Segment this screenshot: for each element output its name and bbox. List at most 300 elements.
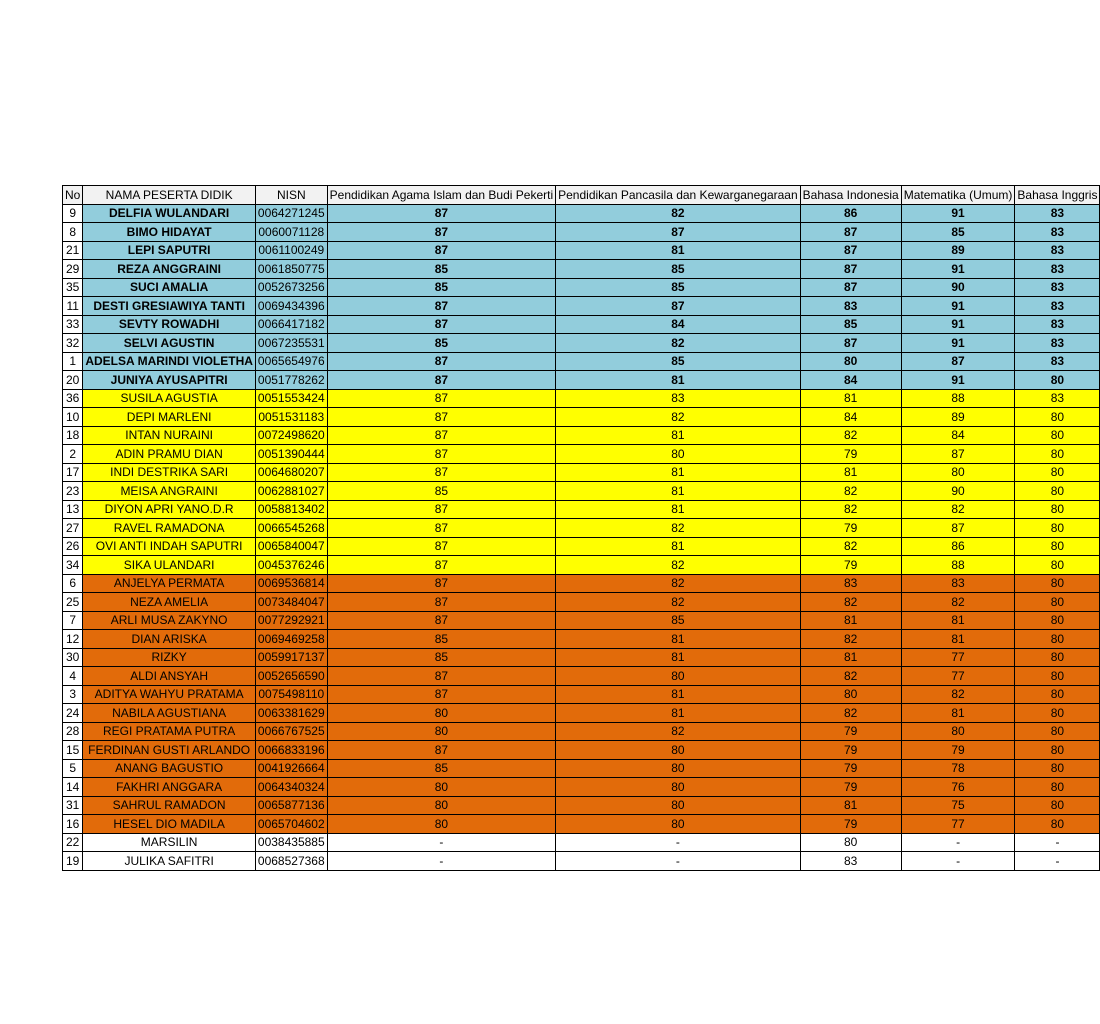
cell-score-subject-2[interactable]: 81 [556, 426, 801, 445]
cell-score-subject-4[interactable]: 80 [901, 722, 1015, 741]
cell-no[interactable]: 14 [63, 778, 83, 797]
cell-nisn[interactable]: 0061850775 [255, 260, 327, 279]
cell-score-subject-3[interactable]: 87 [800, 334, 901, 353]
cell-score-subject-3[interactable]: 81 [800, 463, 901, 482]
cell-no[interactable]: 6 [63, 574, 83, 593]
cell-no[interactable]: 18 [63, 426, 83, 445]
cell-score-subject-1[interactable]: 87 [327, 389, 555, 408]
cell-score-subject-3[interactable]: 79 [800, 722, 901, 741]
cell-score-subject-2[interactable]: - [556, 833, 801, 852]
cell-score-subject-5[interactable]: 80 [1015, 408, 1100, 427]
cell-score-subject-5[interactable]: 80 [1015, 685, 1100, 704]
cell-score-subject-2[interactable]: 80 [556, 741, 801, 760]
cell-nisn[interactable]: 0069469258 [255, 630, 327, 649]
cell-nisn[interactable]: 0052673256 [255, 278, 327, 297]
cell-nisn[interactable]: 0058813402 [255, 500, 327, 519]
cell-score-subject-4[interactable]: 77 [901, 667, 1015, 686]
cell-score-subject-4[interactable]: 86 [901, 537, 1015, 556]
cell-score-subject-1[interactable]: 80 [327, 796, 555, 815]
cell-score-subject-1[interactable]: 87 [327, 463, 555, 482]
cell-score-subject-1[interactable]: 85 [327, 759, 555, 778]
cell-score-subject-1[interactable]: 87 [327, 315, 555, 334]
cell-score-subject-3[interactable]: 79 [800, 759, 901, 778]
cell-score-subject-1[interactable]: 87 [327, 297, 555, 316]
cell-score-subject-4[interactable]: 80 [901, 463, 1015, 482]
cell-no[interactable]: 29 [63, 260, 83, 279]
cell-score-subject-3[interactable]: 82 [800, 500, 901, 519]
cell-nisn[interactable]: 0069536814 [255, 574, 327, 593]
header-no[interactable]: No [63, 186, 83, 205]
cell-no[interactable]: 30 [63, 648, 83, 667]
cell-score-subject-5[interactable]: 83 [1015, 204, 1100, 223]
cell-score-subject-1[interactable]: 87 [327, 611, 555, 630]
cell-nisn[interactable]: 0062881027 [255, 482, 327, 501]
cell-student-name[interactable]: ARLI MUSA ZAKYNO [83, 611, 256, 630]
cell-student-name[interactable]: DEPI MARLENI [83, 408, 256, 427]
cell-no[interactable]: 12 [63, 630, 83, 649]
cell-no[interactable]: 9 [63, 204, 83, 223]
table-row [63, 741, 1100, 760]
cell-score-subject-5[interactable]: 80 [1015, 537, 1100, 556]
cell-score-subject-1[interactable]: 87 [327, 667, 555, 686]
cell-score-subject-5[interactable]: 80 [1015, 500, 1100, 519]
cell-score-subject-4[interactable]: 82 [901, 593, 1015, 612]
cell-no[interactable]: 2 [63, 445, 83, 464]
cell-nisn[interactable]: 0072498620 [255, 426, 327, 445]
cell-score-subject-2[interactable]: 82 [556, 204, 801, 223]
cell-score-subject-5[interactable]: 80 [1015, 463, 1100, 482]
cell-student-name[interactable]: NEZA AMELIA [83, 593, 256, 612]
cell-no[interactable]: 16 [63, 815, 83, 834]
cell-student-name[interactable]: FAKHRI ANGGARA [83, 778, 256, 797]
cell-score-subject-4[interactable]: 88 [901, 389, 1015, 408]
cell-score-subject-4[interactable]: 89 [901, 241, 1015, 260]
cell-score-subject-2[interactable]: 82 [556, 334, 801, 353]
cell-student-name[interactable]: SAHRUL RAMADON [83, 796, 256, 815]
cell-score-subject-4[interactable]: 87 [901, 445, 1015, 464]
cell-nisn[interactable]: 0067235531 [255, 334, 327, 353]
cell-no[interactable]: 33 [63, 315, 83, 334]
cell-no[interactable]: 34 [63, 556, 83, 575]
cell-score-subject-1[interactable]: 85 [327, 260, 555, 279]
cell-score-subject-3[interactable]: 79 [800, 445, 901, 464]
cell-nisn[interactable]: 0075498110 [255, 685, 327, 704]
cell-student-name[interactable]: RIZKY [83, 648, 256, 667]
cell-score-subject-3[interactable]: 84 [800, 408, 901, 427]
cell-nisn[interactable]: 0051390444 [255, 445, 327, 464]
cell-score-subject-5[interactable]: 80 [1015, 611, 1100, 630]
cell-student-name[interactable]: REGI PRATAMA PUTRA [83, 722, 256, 741]
cell-no[interactable]: 26 [63, 537, 83, 556]
cell-score-subject-1[interactable]: 85 [327, 334, 555, 353]
cell-score-subject-4[interactable]: 81 [901, 630, 1015, 649]
cell-score-subject-5[interactable]: 80 [1015, 796, 1100, 815]
cell-score-subject-4[interactable]: 84 [901, 426, 1015, 445]
cell-score-subject-2[interactable]: 81 [556, 648, 801, 667]
cell-score-subject-5[interactable]: 80 [1015, 556, 1100, 575]
cell-score-subject-4[interactable]: 82 [901, 685, 1015, 704]
cell-score-subject-2[interactable]: 82 [556, 519, 801, 538]
cell-score-subject-2[interactable]: 81 [556, 371, 801, 390]
cell-student-name[interactable]: JUNIYA AYUSAPITRI [83, 371, 256, 390]
cell-nisn[interactable]: 0065877136 [255, 796, 327, 815]
cell-student-name[interactable]: INDI DESTRIKA SARI [83, 463, 256, 482]
cell-score-subject-4[interactable]: 77 [901, 648, 1015, 667]
cell-score-subject-4[interactable]: - [901, 833, 1015, 852]
cell-student-name[interactable]: ADIN PRAMU DIAN [83, 445, 256, 464]
cell-nisn[interactable]: 0069434396 [255, 297, 327, 316]
cell-score-subject-5[interactable]: 80 [1015, 815, 1100, 834]
cell-score-subject-1[interactable]: 87 [327, 408, 555, 427]
cell-score-subject-5[interactable]: 80 [1015, 371, 1100, 390]
cell-score-subject-4[interactable]: 87 [901, 352, 1015, 371]
cell-score-subject-1[interactable]: 87 [327, 223, 555, 242]
cell-no[interactable]: 20 [63, 371, 83, 390]
cell-score-subject-1[interactable]: 87 [327, 574, 555, 593]
cell-student-name[interactable]: DELFIA WULANDARI [83, 204, 256, 223]
cell-score-subject-2[interactable]: 85 [556, 611, 801, 630]
cell-score-subject-2[interactable]: 85 [556, 278, 801, 297]
cell-score-subject-3[interactable]: 79 [800, 519, 901, 538]
cell-score-subject-1[interactable]: 87 [327, 241, 555, 260]
cell-score-subject-5[interactable]: - [1015, 833, 1100, 852]
cell-nisn[interactable]: 0052656590 [255, 667, 327, 686]
cell-score-subject-3[interactable]: 84 [800, 371, 901, 390]
cell-score-subject-3[interactable]: 82 [800, 630, 901, 649]
cell-score-subject-2[interactable]: 80 [556, 815, 801, 834]
cell-no[interactable]: 35 [63, 278, 83, 297]
cell-nisn[interactable]: 0066545268 [255, 519, 327, 538]
cell-no[interactable]: 5 [63, 759, 83, 778]
cell-no[interactable]: 4 [63, 667, 83, 686]
cell-student-name[interactable]: DESTI GRESIAWIYA TANTI [83, 297, 256, 316]
cell-score-subject-4[interactable]: 75 [901, 796, 1015, 815]
table-row [63, 482, 1100, 501]
cell-nisn[interactable]: 0063381629 [255, 704, 327, 723]
cell-score-subject-2[interactable]: 82 [556, 574, 801, 593]
cell-score-subject-1[interactable]: 87 [327, 519, 555, 538]
cell-score-subject-2[interactable]: 87 [556, 223, 801, 242]
cell-score-subject-3[interactable]: 80 [800, 833, 901, 852]
table-row [63, 796, 1100, 815]
cell-nisn[interactable]: 0073484047 [255, 593, 327, 612]
cell-score-subject-5[interactable]: - [1015, 852, 1100, 871]
cell-student-name[interactable]: HESEL DIO MADILA [83, 815, 256, 834]
cell-nisn[interactable]: 0051778262 [255, 371, 327, 390]
cell-score-subject-1[interactable]: 85 [327, 482, 555, 501]
cell-nisn[interactable]: 0077292921 [255, 611, 327, 630]
cell-nisn[interactable]: 0064271245 [255, 204, 327, 223]
cell-score-subject-1[interactable]: 87 [327, 426, 555, 445]
cell-score-subject-5[interactable]: 80 [1015, 482, 1100, 501]
cell-score-subject-4[interactable]: 90 [901, 482, 1015, 501]
cell-score-subject-3[interactable]: 79 [800, 815, 901, 834]
cell-score-subject-4[interactable]: 91 [901, 371, 1015, 390]
cell-score-subject-1[interactable]: 87 [327, 741, 555, 760]
cell-no[interactable]: 32 [63, 334, 83, 353]
cell-score-subject-4[interactable]: 85 [901, 223, 1015, 242]
cell-student-name[interactable]: SEVTY ROWADHI [83, 315, 256, 334]
cell-nisn[interactable]: 0066417182 [255, 315, 327, 334]
cell-score-subject-2[interactable]: 80 [556, 796, 801, 815]
cell-nisn[interactable]: 0066767525 [255, 722, 327, 741]
cell-score-subject-1[interactable]: 87 [327, 352, 555, 371]
cell-score-subject-1[interactable]: 87 [327, 371, 555, 390]
cell-score-subject-1[interactable]: 80 [327, 778, 555, 797]
header-subject-5[interactable]: Bahasa Inggris [1015, 186, 1100, 205]
cell-student-name[interactable]: ADELSA MARINDI VIOLETHA [83, 352, 256, 371]
cell-score-subject-1[interactable]: 87 [327, 537, 555, 556]
cell-nisn[interactable]: 0059917137 [255, 648, 327, 667]
cell-score-subject-3[interactable]: 82 [800, 426, 901, 445]
cell-score-subject-2[interactable]: 87 [556, 297, 801, 316]
cell-score-subject-5[interactable]: 80 [1015, 741, 1100, 760]
cell-score-subject-2[interactable]: 81 [556, 630, 801, 649]
cell-score-subject-4[interactable]: 81 [901, 704, 1015, 723]
cell-score-subject-3[interactable]: 82 [800, 482, 901, 501]
cell-score-subject-3[interactable]: 82 [800, 593, 901, 612]
cell-student-name[interactable]: FERDINAN GUSTI ARLANDO [83, 741, 256, 760]
cell-student-name[interactable]: ANJELYA PERMATA [83, 574, 256, 593]
cell-score-subject-5[interactable]: 83 [1015, 352, 1100, 371]
cell-score-subject-1[interactable]: 85 [327, 648, 555, 667]
cell-score-subject-3[interactable]: 87 [800, 241, 901, 260]
cell-student-name[interactable]: OVI ANTI INDAH SAPUTRI [83, 537, 256, 556]
cell-score-subject-3[interactable]: 81 [800, 389, 901, 408]
cell-score-subject-5[interactable]: 83 [1015, 297, 1100, 316]
cell-score-subject-4[interactable]: 90 [901, 278, 1015, 297]
cell-score-subject-2[interactable]: 84 [556, 315, 801, 334]
cell-score-subject-2[interactable]: 82 [556, 722, 801, 741]
cell-score-subject-5[interactable]: 83 [1015, 389, 1100, 408]
cell-nisn[interactable]: 0068527368 [255, 852, 327, 871]
cell-no[interactable]: 8 [63, 223, 83, 242]
header-subject-2[interactable]: Pendidikan Pancasila dan Kewarganegaraan [556, 186, 801, 205]
cell-score-subject-3[interactable]: 82 [800, 537, 901, 556]
cell-score-subject-3[interactable]: 79 [800, 741, 901, 760]
cell-score-subject-2[interactable]: 81 [556, 704, 801, 723]
cell-no[interactable]: 1 [63, 352, 83, 371]
cell-score-subject-4[interactable]: - [901, 852, 1015, 871]
cell-score-subject-3[interactable]: 87 [800, 223, 901, 242]
cell-no[interactable]: 25 [63, 593, 83, 612]
cell-score-subject-5[interactable]: 83 [1015, 315, 1100, 334]
cell-score-subject-4[interactable]: 89 [901, 408, 1015, 427]
cell-score-subject-5[interactable]: 83 [1015, 334, 1100, 353]
cell-score-subject-5[interactable]: 80 [1015, 648, 1100, 667]
cell-score-subject-2[interactable]: 80 [556, 778, 801, 797]
cell-score-subject-4[interactable]: 81 [901, 611, 1015, 630]
cell-no[interactable]: 17 [63, 463, 83, 482]
cell-score-subject-4[interactable]: 83 [901, 574, 1015, 593]
cell-score-subject-5[interactable]: 80 [1015, 759, 1100, 778]
cell-student-name[interactable]: DIAN ARISKA [83, 630, 256, 649]
cell-student-name[interactable]: LEPI SAPUTRI [83, 241, 256, 260]
cell-no[interactable]: 15 [63, 741, 83, 760]
cell-score-subject-1[interactable]: 87 [327, 445, 555, 464]
cell-score-subject-1[interactable]: 87 [327, 593, 555, 612]
cell-student-name[interactable]: MEISA ANGRAINI [83, 482, 256, 501]
cell-score-subject-1[interactable]: 85 [327, 630, 555, 649]
cell-student-name[interactable]: MARSILIN [83, 833, 256, 852]
cell-score-subject-1[interactable]: - [327, 852, 555, 871]
cell-student-name[interactable]: SIKA ULANDARI [83, 556, 256, 575]
cell-score-subject-2[interactable]: 83 [556, 389, 801, 408]
cell-student-name[interactable]: REZA ANGGRAINI [83, 260, 256, 279]
cell-score-subject-1[interactable]: 80 [327, 704, 555, 723]
cell-student-name[interactable]: ADITYA WAHYU PRATAMA [83, 685, 256, 704]
cell-nisn[interactable]: 0051531183 [255, 408, 327, 427]
cell-score-subject-5[interactable]: 83 [1015, 278, 1100, 297]
cell-score-subject-3[interactable]: 81 [800, 796, 901, 815]
cell-score-subject-4[interactable]: 76 [901, 778, 1015, 797]
cell-score-subject-2[interactable]: 81 [556, 685, 801, 704]
cell-score-subject-3[interactable]: 81 [800, 611, 901, 630]
cell-no[interactable]: 19 [63, 852, 83, 871]
cell-nisn[interactable]: 0065840047 [255, 537, 327, 556]
cell-score-subject-3[interactable]: 86 [800, 204, 901, 223]
header-nisn[interactable]: NISN [255, 186, 327, 205]
cell-student-name[interactable]: NABILA AGUSTIANA [83, 704, 256, 723]
cell-score-subject-1[interactable]: 87 [327, 500, 555, 519]
cell-score-subject-4[interactable]: 87 [901, 519, 1015, 538]
cell-nisn[interactable]: 0045376246 [255, 556, 327, 575]
cell-score-subject-1[interactable]: 87 [327, 204, 555, 223]
cell-score-subject-5[interactable]: 80 [1015, 630, 1100, 649]
cell-score-subject-2[interactable]: 80 [556, 759, 801, 778]
cell-score-subject-1[interactable]: - [327, 833, 555, 852]
cell-score-subject-2[interactable]: 82 [556, 408, 801, 427]
cell-score-subject-2[interactable]: 80 [556, 445, 801, 464]
cell-no[interactable]: 24 [63, 704, 83, 723]
cell-score-subject-5[interactable]: 83 [1015, 260, 1100, 279]
cell-student-name[interactable]: INTAN NURAINI [83, 426, 256, 445]
cell-score-subject-2[interactable]: 81 [556, 537, 801, 556]
cell-nisn[interactable]: 0051553424 [255, 389, 327, 408]
cell-score-subject-3[interactable]: 80 [800, 685, 901, 704]
cell-score-subject-2[interactable]: 85 [556, 260, 801, 279]
cell-score-subject-1[interactable]: 80 [327, 815, 555, 834]
cell-nisn[interactable]: 0064680207 [255, 463, 327, 482]
cell-score-subject-1[interactable]: 80 [327, 722, 555, 741]
cell-score-subject-4[interactable]: 82 [901, 500, 1015, 519]
cell-score-subject-3[interactable]: 80 [800, 352, 901, 371]
cell-nisn[interactable]: 0041926664 [255, 759, 327, 778]
cell-score-subject-3[interactable]: 85 [800, 315, 901, 334]
cell-score-subject-3[interactable]: 87 [800, 278, 901, 297]
cell-no[interactable]: 3 [63, 685, 83, 704]
cell-student-name[interactable]: ALDI ANSYAH [83, 667, 256, 686]
cell-no[interactable]: 13 [63, 500, 83, 519]
cell-score-subject-2[interactable]: 81 [556, 241, 801, 260]
cell-score-subject-4[interactable]: 91 [901, 334, 1015, 353]
cell-nisn[interactable]: 0060071128 [255, 223, 327, 242]
cell-nisn[interactable]: 0066833196 [255, 741, 327, 760]
cell-score-subject-1[interactable]: 87 [327, 556, 555, 575]
cell-score-subject-3[interactable]: 79 [800, 778, 901, 797]
cell-no[interactable]: 27 [63, 519, 83, 538]
cell-nisn[interactable]: 0038435885 [255, 833, 327, 852]
cell-score-subject-1[interactable]: 85 [327, 278, 555, 297]
cell-no[interactable]: 36 [63, 389, 83, 408]
cell-score-subject-4[interactable]: 91 [901, 297, 1015, 316]
cell-score-subject-2[interactable]: 82 [556, 593, 801, 612]
cell-no[interactable]: 31 [63, 796, 83, 815]
cell-no[interactable]: 22 [63, 833, 83, 852]
cell-student-name[interactable]: RAVEL RAMADONA [83, 519, 256, 538]
cell-student-name[interactable]: BIMO HIDAYAT [83, 223, 256, 242]
cell-score-subject-4[interactable]: 91 [901, 260, 1015, 279]
cell-score-subject-5[interactable]: 80 [1015, 593, 1100, 612]
cell-score-subject-5[interactable]: 80 [1015, 426, 1100, 445]
cell-score-subject-5[interactable]: 80 [1015, 519, 1100, 538]
cell-score-subject-2[interactable]: - [556, 852, 801, 871]
cell-student-name[interactable]: SUSILA AGUSTIA [83, 389, 256, 408]
cell-no[interactable]: 11 [63, 297, 83, 316]
cell-score-subject-4[interactable]: 78 [901, 759, 1015, 778]
cell-score-subject-2[interactable]: 80 [556, 667, 801, 686]
cell-score-subject-3[interactable]: 83 [800, 297, 901, 316]
cell-no[interactable]: 21 [63, 241, 83, 260]
cell-nisn[interactable]: 0061100249 [255, 241, 327, 260]
cell-nisn[interactable]: 0065704602 [255, 815, 327, 834]
cell-score-subject-5[interactable]: 80 [1015, 445, 1100, 464]
cell-student-name[interactable]: JULIKA SAFITRI [83, 852, 256, 871]
cell-student-name[interactable]: ANANG BAGUSTIO [83, 759, 256, 778]
cell-no[interactable]: 28 [63, 722, 83, 741]
header-subject-3[interactable]: Bahasa Indonesia [800, 186, 901, 205]
cell-score-subject-5[interactable]: 80 [1015, 704, 1100, 723]
cell-no[interactable]: 7 [63, 611, 83, 630]
cell-no[interactable]: 23 [63, 482, 83, 501]
cell-score-subject-3[interactable]: 83 [800, 852, 901, 871]
cell-score-subject-4[interactable]: 91 [901, 204, 1015, 223]
cell-score-subject-5[interactable]: 80 [1015, 778, 1100, 797]
cell-score-subject-5[interactable]: 80 [1015, 667, 1100, 686]
cell-score-subject-5[interactable]: 80 [1015, 574, 1100, 593]
cell-score-subject-2[interactable]: 81 [556, 482, 801, 501]
header-name[interactable]: NAMA PESERTA DIDIK [83, 186, 256, 205]
cell-score-subject-3[interactable]: 87 [800, 260, 901, 279]
cell-score-subject-3[interactable]: 82 [800, 667, 901, 686]
cell-score-subject-3[interactable]: 82 [800, 704, 901, 723]
cell-score-subject-3[interactable]: 81 [800, 648, 901, 667]
cell-score-subject-4[interactable]: 77 [901, 815, 1015, 834]
cell-score-subject-2[interactable]: 82 [556, 556, 801, 575]
cell-student-name[interactable]: SUCI AMALIA [83, 278, 256, 297]
cell-score-subject-3[interactable]: 83 [800, 574, 901, 593]
table-row [63, 574, 1100, 593]
header-subject-4[interactable]: Matematika (Umum) [901, 186, 1015, 205]
cell-score-subject-4[interactable]: 79 [901, 741, 1015, 760]
cell-score-subject-4[interactable]: 88 [901, 556, 1015, 575]
cell-no[interactable]: 10 [63, 408, 83, 427]
cell-nisn[interactable]: 0065654976 [255, 352, 327, 371]
cell-student-name[interactable]: DIYON APRI YANO.D.R [83, 500, 256, 519]
cell-score-subject-5[interactable]: 80 [1015, 722, 1100, 741]
cell-score-subject-2[interactable]: 81 [556, 500, 801, 519]
cell-score-subject-5[interactable]: 83 [1015, 241, 1100, 260]
cell-score-subject-4[interactable]: 91 [901, 315, 1015, 334]
header-subject-1[interactable]: Pendidikan Agama Islam dan Budi Pekerti [327, 186, 555, 205]
cell-score-subject-2[interactable]: 85 [556, 352, 801, 371]
cell-score-subject-1[interactable]: 87 [327, 685, 555, 704]
cell-score-subject-2[interactable]: 81 [556, 463, 801, 482]
cell-score-subject-5[interactable]: 83 [1015, 223, 1100, 242]
cell-score-subject-3[interactable]: 79 [800, 556, 901, 575]
cell-nisn[interactable]: 0064340324 [255, 778, 327, 797]
cell-student-name[interactable]: SELVI AGUSTIN [83, 334, 256, 353]
